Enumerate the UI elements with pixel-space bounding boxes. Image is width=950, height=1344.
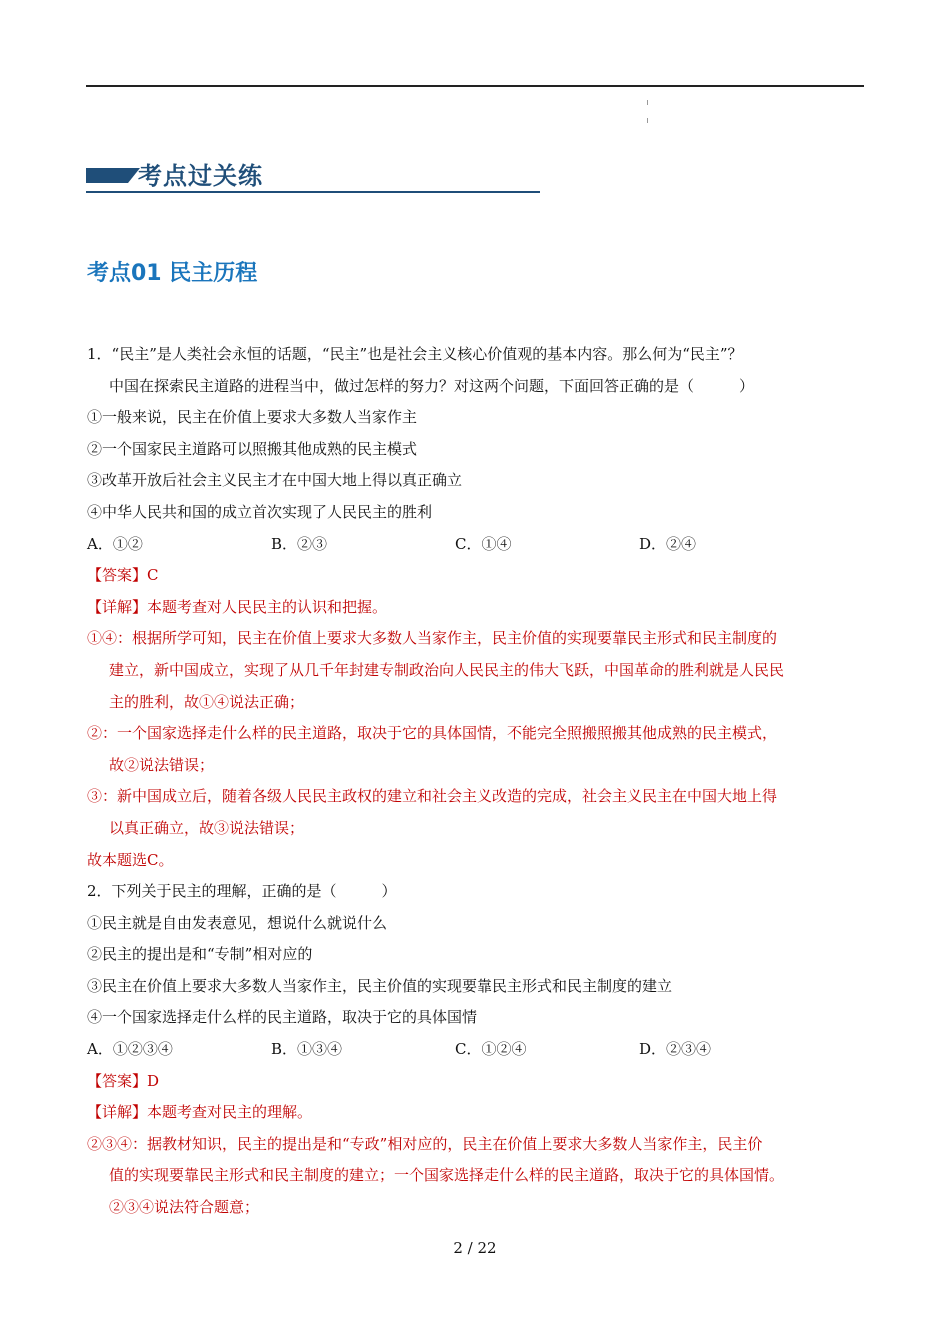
q2-option-d: D．②③④ [639,1040,712,1059]
q2-item: ①民主就是自由发表意见，想说什么就说什么 [87,913,388,932]
margin-mark [647,100,648,105]
q2-option-b: B．①③④ [271,1040,343,1059]
q2-explain-line: 值的实现要靠民主形式和民主制度的建立；一个国家选择走什么样的民主道路，取决于它的具体国情。 [109,1166,785,1185]
q1-explain-line: ②：一个国家选择走什么样的民主道路，取决于它的具体国情，不能完全照搬照搬其他成熟的民主模式， [87,724,778,743]
q1-item: ②一个国家民主道路可以照搬其他成熟的民主模式 [87,439,418,458]
q2-explain-head: 【详解】本题考查对民主的理解。 [87,1103,313,1122]
q1-item: ①一般来说，民主在价值上要求大多数人当家作主 [87,408,418,427]
banner-title: 考点过关练 [138,161,263,190]
q2-options [87,1034,869,1066]
q2-option-a: A．①②③④ [87,1040,173,1059]
q2-item: ③民主在价值上要求大多数人当家作主，民主价值的实现要靠民主形式和民主制度的建立 [87,976,673,995]
header-rule [86,85,864,87]
q1-option-d: D．②④ [639,534,697,553]
q1-explain-line: ①④：根据所学可知，民主在价值上要求大多数人当家作主，民主价值的实现要靠民主形式和民主制度的 [87,629,778,648]
q1-explain-line: 以真正确立，故③说法错误； [109,818,305,837]
q1-options [87,529,869,561]
document-body [87,339,869,1224]
q2-item: ④一个国家选择走什么样的民主道路，取决于它的具体国情 [87,1008,478,1027]
banner-underline [86,191,540,193]
q2-option-c: C．①②④ [455,1040,527,1059]
q1-stem-line1: 1．“民主”是人类社会永恒的话题，“民主”也是社会主义核心价值观的基本内容。那么何为“民主”？ [87,345,743,363]
banner-bar-icon [86,168,128,183]
q1-conclusion: 故本题选C。 [87,850,174,869]
q1-explain-line: 故②说法错误； [109,755,215,774]
q1-explain-line: ③：新中国成立后，随着各级人民民主政权的建立和社会主义改造的完成，社会主义民主在中国大地上得 [87,787,778,806]
q1-explain-line: 建立，新中国成立，实现了从几千年封建专制政治向人民民主的伟大飞跃，中国革命的胜利就是人民民 [109,660,785,679]
q1-explain-line: 主的胜利，故①④说法正确； [109,692,305,711]
q1-explain-head: 【详解】本题考查对人民民主的认识和把握。 [87,597,388,616]
q1-item: ③改革开放后社会主义民主才在中国大地上得以真正确立 [87,471,463,490]
q1-item: ④中华人民共和国的成立首次实现了人民民主的胜利 [87,502,433,521]
q1-option-a: A．①② [87,534,143,553]
q1-stem-line2: 中国在探索民主道路的进程当中，做过怎样的努力？对这两个问题，下面回答正确的是（ ） [109,376,755,395]
q2-explain-line: ②③④：据教材知识，民主的提出是和“专政”相对应的，民主在价值上要求大多数人当家作主，民主价 [87,1134,763,1153]
page-number: 2 / 22 [453,1239,497,1257]
q2-stem: 2．下列关于民主的理解，正确的是（ ） [87,882,397,901]
margin-mark [647,118,648,123]
q1-option-b: B．②③ [271,534,328,553]
section-banner [86,158,540,194]
q2-item: ②民主的提出是和“专制”相对应的 [87,945,313,964]
section-title: 考点01 民主历程 [87,261,258,286]
q2-answer: 【答案】D [87,1071,160,1090]
q1-answer: 【答案】C [87,566,159,585]
q1-option-c: C．①④ [455,534,512,553]
q2-explain-line: ②③④说法符合题意； [109,1198,260,1217]
